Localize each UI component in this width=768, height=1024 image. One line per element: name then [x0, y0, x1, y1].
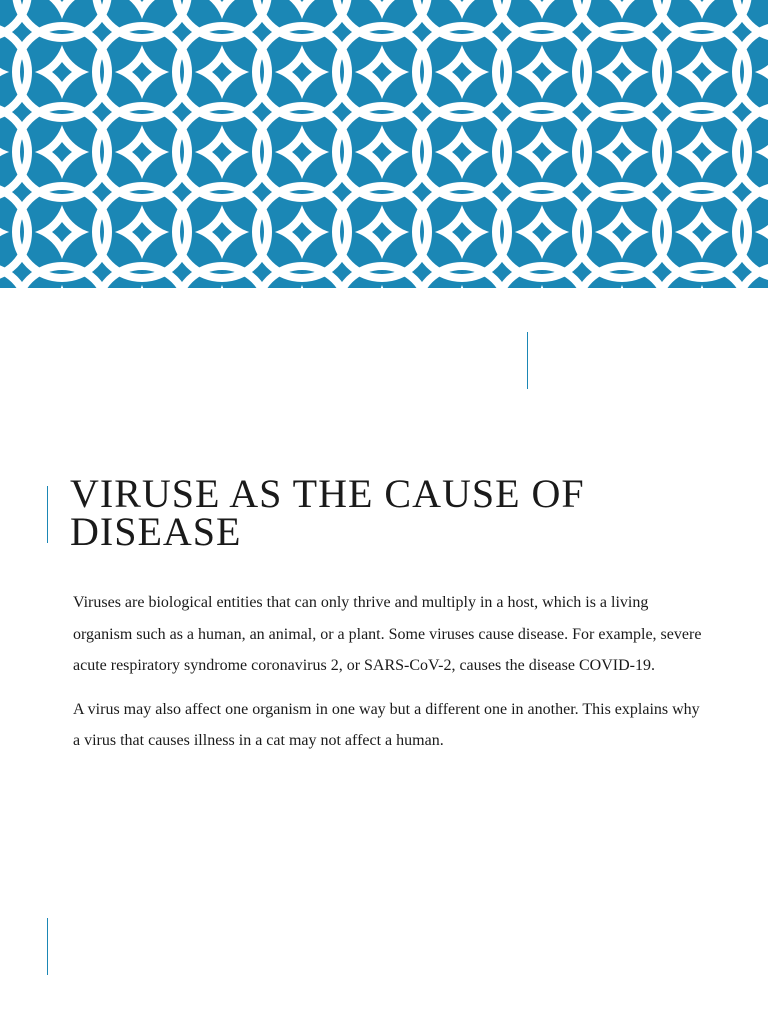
paragraph-1: Viruses are biological entities that can only thrive and multiply in a host, which is a living organism such as a human, an animal, or a plant. Some viruses cause disease. For example, severe acute respiratory syndrome coronavirus 2, or SARS-CoV-2, causes the disease COVID-19.	[73, 594, 702, 674]
accent-line-top	[527, 332, 528, 389]
accent-line-title	[47, 486, 48, 543]
banner-pattern	[0, 0, 768, 288]
banner-lattice	[0, 0, 768, 288]
paragraph-2: A virus may also affect one organism in one way but a different one in another. This explains why a virus that causes illness in a cat may not affect a human.	[73, 700, 700, 749]
slide-body	[73, 587, 703, 769]
slide-title: VIRUSE AS THE CAUSE OF DISEASE	[70, 471, 585, 554]
accent-line-bottom	[47, 918, 48, 975]
